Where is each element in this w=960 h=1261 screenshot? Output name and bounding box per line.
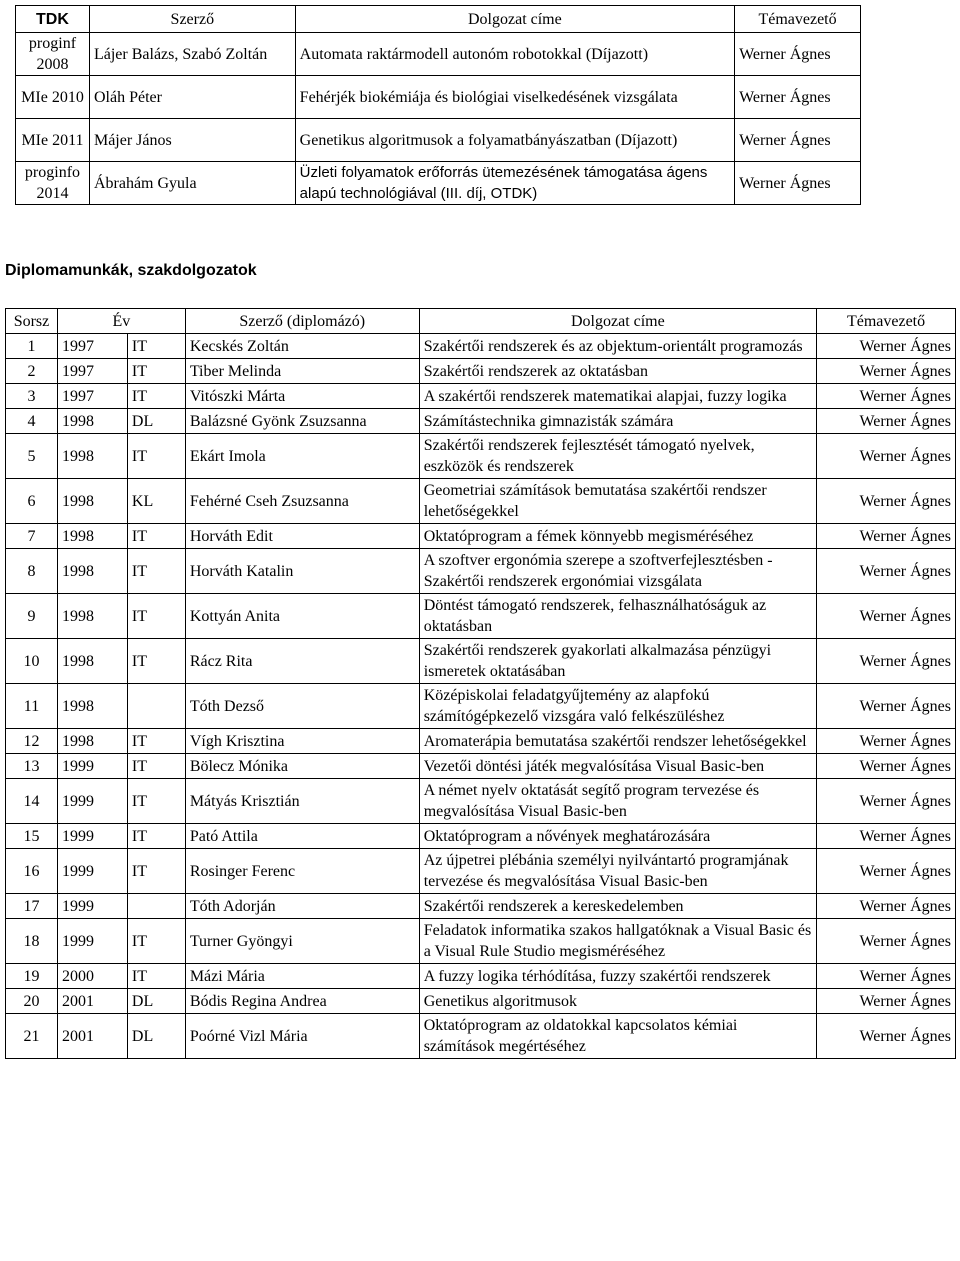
tdk-row bbox=[16, 33, 861, 76]
row-type: IT bbox=[127, 594, 185, 639]
tdk-table bbox=[15, 5, 861, 205]
row-title: Oktatóprogram az oldatokkal kapcsolatos kémiai számítások megértéséhez bbox=[419, 1014, 816, 1059]
row-supervisor: Werner Ágnes bbox=[817, 754, 956, 779]
table-row bbox=[6, 779, 956, 824]
tdk-author: Lájer Balázs, Szabó Zoltán bbox=[89, 33, 295, 76]
row-title: Középiskolai feladatgyűjtemény az alapfokú számítógépkezelő vizsgára való felkészüléshez bbox=[419, 684, 816, 729]
row-number: 21 bbox=[6, 1014, 58, 1059]
row-year: 2001 bbox=[57, 1014, 127, 1059]
row-type: IT bbox=[127, 524, 185, 549]
row-number: 20 bbox=[6, 989, 58, 1014]
row-supervisor: Werner Ágnes bbox=[817, 639, 956, 684]
row-title: Oktatóprogram a nővények meghatározására bbox=[419, 824, 816, 849]
row-supervisor: Werner Ágnes bbox=[817, 919, 956, 964]
row-supervisor: Werner Ágnes bbox=[817, 434, 956, 479]
row-type bbox=[127, 894, 185, 919]
row-year: 1998 bbox=[57, 729, 127, 754]
row-type: IT bbox=[127, 359, 185, 384]
theses-header-supervisor: Témavezető bbox=[817, 309, 956, 334]
row-supervisor: Werner Ágnes bbox=[817, 684, 956, 729]
table-row bbox=[6, 964, 956, 989]
row-author: Vígh Krisztina bbox=[185, 729, 419, 754]
row-supervisor: Werner Ágnes bbox=[817, 524, 956, 549]
row-title: Döntést támogató rendszerek, felhasználhatóságuk az oktatásban bbox=[419, 594, 816, 639]
table-row bbox=[6, 729, 956, 754]
row-type: IT bbox=[127, 754, 185, 779]
row-title: Genetikus algoritmusok bbox=[419, 989, 816, 1014]
row-number: 7 bbox=[6, 524, 58, 549]
row-supervisor: Werner Ágnes bbox=[817, 409, 956, 434]
table-row bbox=[6, 754, 956, 779]
table-row bbox=[6, 409, 956, 434]
row-title: Szakértői rendszerek és az objektum-orientált programozás bbox=[419, 334, 816, 359]
row-supervisor: Werner Ágnes bbox=[817, 549, 956, 594]
table-row bbox=[6, 479, 956, 524]
row-year: 1997 bbox=[57, 384, 127, 409]
theses-header-year: Év bbox=[57, 309, 185, 334]
row-number: 2 bbox=[6, 359, 58, 384]
row-author: Rácz Rita bbox=[185, 639, 419, 684]
row-author: Balázsné Gyönk Zsuzsanna bbox=[185, 409, 419, 434]
row-author: Pató Attila bbox=[185, 824, 419, 849]
row-title: A német nyelv oktatását segítő program tervezése és megvalósítása Visual Basic-ben bbox=[419, 779, 816, 824]
tdk-header-type: TDK bbox=[16, 6, 90, 33]
row-author: Ekárt Imola bbox=[185, 434, 419, 479]
table-row bbox=[6, 549, 956, 594]
row-type: IT bbox=[127, 919, 185, 964]
row-supervisor: Werner Ágnes bbox=[817, 334, 956, 359]
row-type: IT bbox=[127, 779, 185, 824]
tdk-header-row bbox=[16, 6, 861, 33]
row-year: 1998 bbox=[57, 409, 127, 434]
tdk-type: proginfo 2014 bbox=[16, 162, 90, 205]
tdk-title: Automata raktármodell autonóm robotokkal (Díjazott) bbox=[295, 33, 734, 76]
row-number: 19 bbox=[6, 964, 58, 989]
tdk-supervisor: Werner Ágnes bbox=[735, 33, 861, 76]
table-row bbox=[6, 894, 956, 919]
table-row bbox=[6, 849, 956, 894]
row-number: 16 bbox=[6, 849, 58, 894]
row-supervisor: Werner Ágnes bbox=[817, 384, 956, 409]
row-title: Szakértői rendszerek az oktatásban bbox=[419, 359, 816, 384]
table-row bbox=[6, 434, 956, 479]
row-supervisor: Werner Ágnes bbox=[817, 849, 956, 894]
row-number: 10 bbox=[6, 639, 58, 684]
table-row bbox=[6, 359, 956, 384]
table-row bbox=[6, 824, 956, 849]
row-type: IT bbox=[127, 384, 185, 409]
row-title: Feladatok informatika szakos hallgatóknak a Visual Basic és a Visual Rule Studio megisméréséhez bbox=[419, 919, 816, 964]
row-author: Kecskés Zoltán bbox=[185, 334, 419, 359]
row-number: 4 bbox=[6, 409, 58, 434]
table-row bbox=[6, 524, 956, 549]
row-author: Mátyás Krisztián bbox=[185, 779, 419, 824]
row-supervisor: Werner Ágnes bbox=[817, 1014, 956, 1059]
row-supervisor: Werner Ágnes bbox=[817, 779, 956, 824]
tdk-title: Genetikus algoritmusok a folyamatbányászatban (Díjazott) bbox=[295, 119, 734, 162]
tdk-header-supervisor: Témavezető bbox=[735, 6, 861, 33]
row-number: 6 bbox=[6, 479, 58, 524]
row-number: 3 bbox=[6, 384, 58, 409]
row-year: 2000 bbox=[57, 964, 127, 989]
row-type: DL bbox=[127, 989, 185, 1014]
row-title: Szakértői rendszerek a kereskedelemben bbox=[419, 894, 816, 919]
row-year: 1999 bbox=[57, 754, 127, 779]
row-title: Aromaterápia bemutatása szakértői rendszer lehetőségekkel bbox=[419, 729, 816, 754]
row-year: 1999 bbox=[57, 824, 127, 849]
table-row bbox=[6, 684, 956, 729]
tdk-author: Ábrahám Gyula bbox=[89, 162, 295, 205]
row-author: Bölecz Mónika bbox=[185, 754, 419, 779]
row-supervisor: Werner Ágnes bbox=[817, 359, 956, 384]
row-number: 15 bbox=[6, 824, 58, 849]
theses-header-row bbox=[6, 309, 956, 334]
row-year: 1999 bbox=[57, 849, 127, 894]
row-year: 1997 bbox=[57, 334, 127, 359]
row-supervisor: Werner Ágnes bbox=[817, 479, 956, 524]
row-supervisor: Werner Ágnes bbox=[817, 964, 956, 989]
tdk-row bbox=[16, 119, 861, 162]
row-supervisor: Werner Ágnes bbox=[817, 989, 956, 1014]
row-supervisor: Werner Ágnes bbox=[817, 594, 956, 639]
theses-table bbox=[5, 308, 956, 1059]
row-year: 1997 bbox=[57, 359, 127, 384]
row-author: Bódis Regina Andrea bbox=[185, 989, 419, 1014]
row-supervisor: Werner Ágnes bbox=[817, 894, 956, 919]
theses-header-number: Sorsz bbox=[6, 309, 58, 334]
row-title: Geometriai számítások bemutatása szakértői rendszer lehetőségekkel bbox=[419, 479, 816, 524]
row-title: Az újpetrei plébánia személyi nyilvántartó programjának tervezése és megvalósítása Visual Basic-ben bbox=[419, 849, 816, 894]
row-type: IT bbox=[127, 434, 185, 479]
row-title: A szakértői rendszerek matematikai alapjai, fuzzy logika bbox=[419, 384, 816, 409]
tdk-header-author: Szerző bbox=[89, 6, 295, 33]
row-author: Fehérné Cseh Zsuzsanna bbox=[185, 479, 419, 524]
row-type: IT bbox=[127, 639, 185, 684]
row-year: 1999 bbox=[57, 894, 127, 919]
row-type: DL bbox=[127, 409, 185, 434]
row-number: 9 bbox=[6, 594, 58, 639]
row-type bbox=[127, 684, 185, 729]
row-type: KL bbox=[127, 479, 185, 524]
row-author: Horváth Edit bbox=[185, 524, 419, 549]
tdk-author: Oláh Péter bbox=[89, 76, 295, 119]
row-year: 1999 bbox=[57, 919, 127, 964]
table-row bbox=[6, 334, 956, 359]
table-row bbox=[6, 919, 956, 964]
row-number: 14 bbox=[6, 779, 58, 824]
row-type: IT bbox=[127, 334, 185, 359]
row-title: A szoftver ergonómia szerepe a szoftverfejlesztésben - Szakértői rendszerek ergonómiai vizsgálata bbox=[419, 549, 816, 594]
row-year: 1998 bbox=[57, 594, 127, 639]
theses-header-author: Szerző (diplomázó) bbox=[185, 309, 419, 334]
row-type: IT bbox=[127, 824, 185, 849]
row-number: 13 bbox=[6, 754, 58, 779]
row-author: Poórné Vizl Mária bbox=[185, 1014, 419, 1059]
row-number: 12 bbox=[6, 729, 58, 754]
row-year: 1998 bbox=[57, 549, 127, 594]
row-number: 17 bbox=[6, 894, 58, 919]
row-type: IT bbox=[127, 549, 185, 594]
row-author: Mázi Mária bbox=[185, 964, 419, 989]
row-author: Tóth Dezső bbox=[185, 684, 419, 729]
row-author: Rosinger Ferenc bbox=[185, 849, 419, 894]
row-number: 5 bbox=[6, 434, 58, 479]
tdk-author: Májer János bbox=[89, 119, 295, 162]
row-year: 1998 bbox=[57, 434, 127, 479]
table-row bbox=[6, 989, 956, 1014]
tdk-type: proginf 2008 bbox=[16, 33, 90, 76]
row-author: Tiber Melinda bbox=[185, 359, 419, 384]
row-author: Vitószki Márta bbox=[185, 384, 419, 409]
table-row bbox=[6, 639, 956, 684]
row-number: 11 bbox=[6, 684, 58, 729]
row-title: A fuzzy logika térhódítása, fuzzy szakértői rendszerek bbox=[419, 964, 816, 989]
row-type: IT bbox=[127, 729, 185, 754]
row-title: Oktatóprogram a fémek könnyebb megisméréséhez bbox=[419, 524, 816, 549]
tdk-row bbox=[16, 162, 861, 205]
row-supervisor: Werner Ágnes bbox=[817, 729, 956, 754]
row-author: Turner Gyöngyi bbox=[185, 919, 419, 964]
tdk-type: MIe 2010 bbox=[16, 76, 90, 119]
tdk-title: Fehérjék biokémiája és biológiai viselkedésének vizsgálata bbox=[295, 76, 734, 119]
tdk-supervisor: Werner Ágnes bbox=[735, 162, 861, 205]
table-row bbox=[6, 384, 956, 409]
row-year: 1998 bbox=[57, 479, 127, 524]
row-year: 1998 bbox=[57, 524, 127, 549]
row-title: Szakértői rendszerek fejlesztését támogató nyelvek, eszközök és rendszerek bbox=[419, 434, 816, 479]
tdk-header-title: Dolgozat címe bbox=[295, 6, 734, 33]
row-author: Kottyán Anita bbox=[185, 594, 419, 639]
row-number: 8 bbox=[6, 549, 58, 594]
row-type: DL bbox=[127, 1014, 185, 1059]
row-supervisor: Werner Ágnes bbox=[817, 824, 956, 849]
row-type: IT bbox=[127, 849, 185, 894]
tdk-supervisor: Werner Ágnes bbox=[735, 119, 861, 162]
row-number: 1 bbox=[6, 334, 58, 359]
row-year: 1999 bbox=[57, 779, 127, 824]
row-title: Számítástechnika gimnazisták számára bbox=[419, 409, 816, 434]
tdk-row bbox=[16, 76, 861, 119]
row-title: Szakértői rendszerek gyakorlati alkalmazása pénzügyi ismeretek oktatásában bbox=[419, 639, 816, 684]
row-year: 1998 bbox=[57, 639, 127, 684]
theses-header-title: Dolgozat címe bbox=[419, 309, 816, 334]
row-author: Tóth Adorján bbox=[185, 894, 419, 919]
table-row bbox=[6, 1014, 956, 1059]
tdk-title: Üzleti folyamatok erőforrás ütemezésének támogatása ágens alapú technológiával (III. díj, OTDK) bbox=[295, 162, 734, 205]
row-title: Vezetői döntési játék megvalósítása Visual Basic-ben bbox=[419, 754, 816, 779]
row-type: IT bbox=[127, 964, 185, 989]
table-row bbox=[6, 594, 956, 639]
row-year: 1998 bbox=[57, 684, 127, 729]
tdk-supervisor: Werner Ágnes bbox=[735, 76, 861, 119]
row-author: Horváth Katalin bbox=[185, 549, 419, 594]
tdk-type: MIe 2011 bbox=[16, 119, 90, 162]
row-year: 2001 bbox=[57, 989, 127, 1014]
row-number: 18 bbox=[6, 919, 58, 964]
section-title: Diplomamunkák, szakdolgozatok bbox=[5, 262, 257, 279]
